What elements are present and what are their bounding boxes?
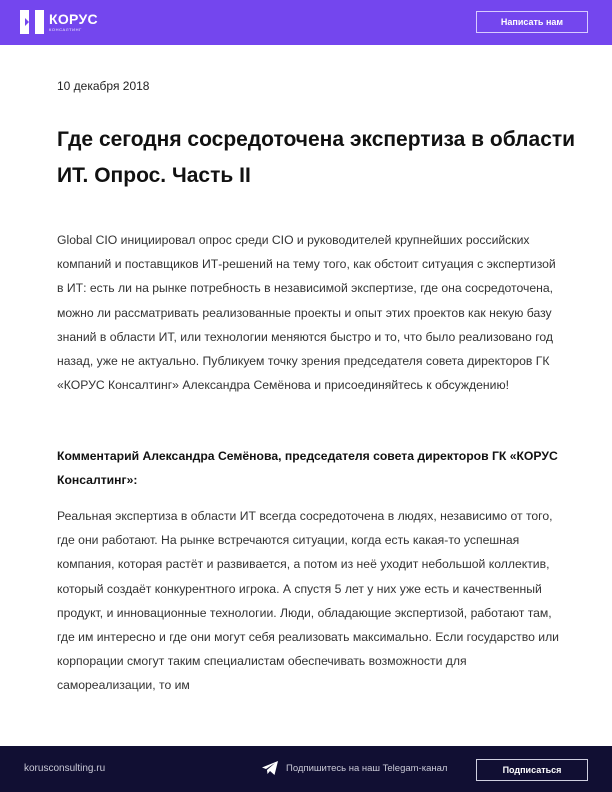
subscribe-button[interactable]: Подписаться <box>476 759 588 781</box>
site-link[interactable]: korusconsulting.ru <box>24 763 106 774</box>
contact-us-button[interactable]: Написать нам <box>476 11 588 33</box>
article-date: 10 декабря 2018 <box>57 79 150 93</box>
comment-body: Реальная экспертиза в области ИТ всегда сосредоточена в людях, независимо от того, где они работают. На рынке встречаются ситуации, когда есть какая-то успешная компания, которая растёт и развивается, а потом из неё уходит небольшой коллектив, который создаёт конкурентного игрока. А спустя 5 лет у них уже есть и качественный продукт, и инновационные технологии. Люди, обладающие экспертизой, работают там, где им интересно и где они могут себя реализовать максимально. Если государство или корпорации смогут таким специалистам обеспечивать возможности для самореализации, то им <box>57 509 559 693</box>
article-title: Где сегодня сосредоточена экспертиза в области ИТ. Опрос. Часть II <box>57 128 576 187</box>
logo-subtitle: КОНСАЛТИНГ <box>49 27 82 32</box>
korus-logo[interactable] <box>20 10 98 34</box>
site-header <box>0 0 612 45</box>
telegram-cta-text[interactable]: Подпишитесь на наш Telegam-канал <box>286 763 448 774</box>
logo-name: КОРУС <box>49 11 98 27</box>
site-footer <box>0 746 612 792</box>
korus-logo-icon <box>20 10 44 34</box>
article-intro: Global CIO инициировал опрос среди CIO и руководителей крупнейших российских компаний и поставщиков ИТ-решений на тему того, как обстоит ситуация с экспертизой в ИТ: есть ли на рынке потребность в независимой экспертизе, где она сосредоточена, можно ли рассматривать реализованные проекты и опыт этих проектов как некую базу знаний в области ИТ, или технологии меняются быстро и то, что было реализовано год назад, уже не актуально. Публикуем точку зрения председателя совета директоров ГК «КОРУС Консалтинг» Александра Семёнова и присоединяйтесь к обсуждению! <box>57 233 556 393</box>
telegram-paper-plane-icon <box>262 761 278 775</box>
comment-heading: Комментарий Александра Семёнова, председателя совета директоров ГК «КОРУС Консалтинг»: <box>57 449 558 488</box>
